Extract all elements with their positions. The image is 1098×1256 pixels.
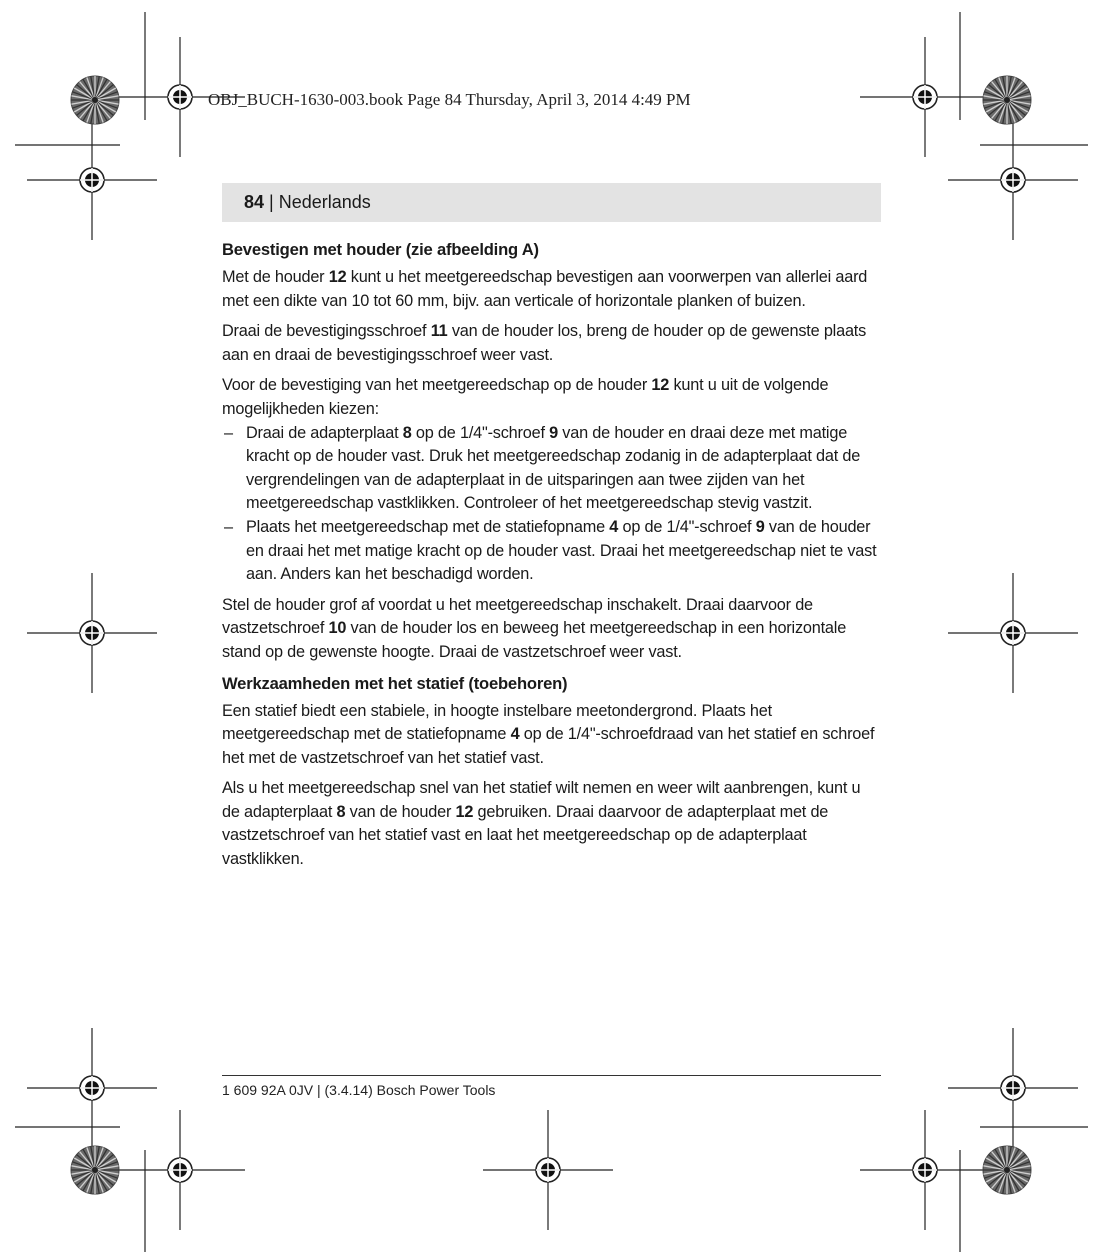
page-language: Nederlands — [278, 192, 371, 212]
registration-crosshair-icon — [483, 1110, 613, 1230]
paragraph: Stel de houder grof af voordat u het meetgereedschap inschakelt. Draai daarvoor de vastzetschroef 10 van de houder los en beweeg het meetgereedschap in een horizontale stand op de gewenste hoogte. Draai de vastzetschroef weer vast. — [222, 595, 847, 661]
page-separator: | — [264, 192, 279, 212]
list-dash: – — [224, 517, 233, 536]
list-dash: – — [224, 423, 233, 442]
registration-crosshair-icon — [27, 573, 157, 693]
option-list — [222, 422, 881, 587]
registration-crosshair-icon — [860, 1110, 990, 1230]
footer-rule — [222, 1075, 881, 1076]
registration-crosshair-icon — [115, 1110, 245, 1230]
paragraph: Met de houder 12 kunt u het meetgereedschap bevestigen aan voorwerpen van allerlei aard met een dikte van 10 tot 60 mm, bijv. aan verticale of horizontale planken of buizen. — [222, 268, 868, 310]
paragraph: Een statief biedt een stabiele, in hoogte instelbare meetondergrond. Plaats het meetgereedschap met de statiefopname 4 op de 1/4"-schroefdraad van het statief en schroef het met de vastzetschroef van het statief vast. — [222, 701, 875, 767]
page-header-band — [222, 183, 881, 222]
registration-crosshair-icon — [948, 1028, 1078, 1148]
registration-crosshair-icon — [948, 120, 1078, 240]
paragraph: Als u het meetgereedschap snel van het statief wilt nemen en weer wilt aanbrengen, kunt u de adapterplaat 8 van de houder 12 gebruiken. Draai daarvoor de adapterplaat met de vastzetschroef van het statief vast en laat het meetgereedschap op de adapterplaat vastklikken. — [222, 779, 861, 869]
registration-crosshair-icon — [27, 1028, 157, 1148]
page-footer: 1 609 92A 0JV | (3.4.14) Bosch Power Tools — [222, 1082, 496, 1098]
color-rosette-icon — [983, 1146, 1031, 1194]
color-rosette-icon — [983, 76, 1031, 124]
color-rosette-icon — [71, 76, 119, 124]
page-content — [222, 238, 881, 879]
color-rosette-icon — [71, 1146, 119, 1194]
page-number: 84 — [244, 192, 265, 212]
registration-crosshair-icon — [860, 37, 990, 157]
registration-crosshair-icon — [948, 573, 1078, 693]
paragraph: Voor de bevestiging van het meetgereedschap op de houder 12 kunt u uit de volgende mogelijkheden kiezen: — [222, 376, 829, 418]
book-header: OBJ_BUCH-1630-003.book Page 84 Thursday, April 3, 2014 4:49 PM — [208, 90, 691, 109]
section-heading-statief: Werkzaamheden met het statief (toebehoren) — [222, 673, 568, 693]
section-heading-houder: Bevestigen met houder (zie afbeelding A) — [222, 240, 539, 259]
paragraph: Draai de bevestigingsschroef 11 van de houder los, breng de houder op de gewenste plaats aan en draai de bevestigingsschroef weer vast. — [222, 322, 867, 364]
list-item: – Plaats het meetgereedschap met de statiefopname 4 op de 1/4"-schroef 9 van de houder en draai het met matige kracht op de houder vast. Draai het meetgereedschap niet te vast aan. Anders kan het beschadigd worden. — [224, 517, 877, 584]
list-item: – Draai de adapterplaat 8 op de 1/4"-schroef 9 van de houder en draai deze met matige kracht op de houder vast. Druk het meetgereedschap zodanig in de adapterplaat dat de vergrendelingen van de adapterplaat in de uitsparingen aan twee zijden van het meetgereedschap vastklikken. Controleer of het meetgereedschap stevig vastzit. — [224, 423, 861, 513]
registration-crosshair-icon — [27, 120, 157, 240]
